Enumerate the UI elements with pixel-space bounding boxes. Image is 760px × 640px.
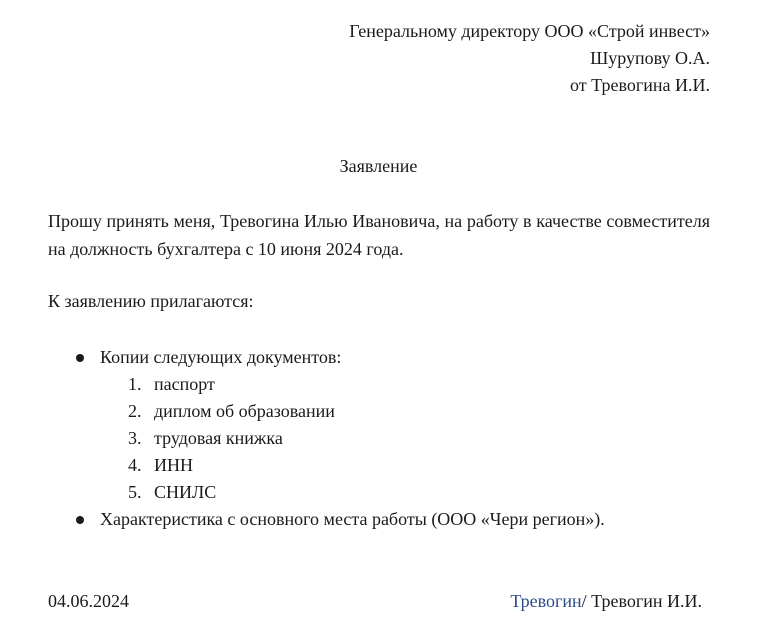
attachments-label: К заявлению прилагаются: xyxy=(48,291,254,311)
document-text: паспорт xyxy=(154,374,215,394)
document-text: диплом об образовании xyxy=(154,401,335,421)
document-text: ИНН xyxy=(154,455,193,475)
document-item xyxy=(48,371,605,398)
list-number: 4. xyxy=(128,455,142,475)
signature-separator: / xyxy=(581,591,592,611)
addressee-block xyxy=(349,18,710,99)
bullet-icon xyxy=(76,354,84,362)
document-title: Заявление xyxy=(339,156,418,176)
document-item xyxy=(48,479,605,506)
addressee-name: Шурупову О.А. xyxy=(590,48,710,68)
attachment-item xyxy=(48,506,605,533)
sender-line: от Тревогина И.И. xyxy=(570,75,710,95)
document-text: СНИЛС xyxy=(154,482,217,502)
signature-name: Тревогин И.И. xyxy=(591,591,702,611)
bullet-icon xyxy=(76,516,84,524)
addressee-line: Генеральному директору ООО «Строй инвест» xyxy=(349,21,710,41)
documents-sublist xyxy=(48,371,605,506)
signature-block xyxy=(510,588,702,614)
document-item xyxy=(48,425,605,452)
document-item xyxy=(48,452,605,479)
list-number: 1. xyxy=(128,374,142,394)
attachment-text: Копии следующих документов: xyxy=(100,347,342,367)
attachments-list xyxy=(48,344,605,533)
document-date: 04.06.2024 xyxy=(48,591,129,611)
document-item xyxy=(48,398,605,425)
list-number: 2. xyxy=(128,401,142,421)
attachment-text: Характеристика с основного места работы (ООО «Чери регион»). xyxy=(100,509,605,529)
handwritten-signature: Тревогин xyxy=(510,591,582,611)
list-number: 5. xyxy=(128,482,142,502)
document-text: трудовая книжка xyxy=(154,428,283,448)
application-body: Прошу принять меня, Тревогина Илью Ивановича, на работу в качестве совместителя на должность бухгалтера с 10 июня 2024 года. xyxy=(48,211,710,259)
list-number: 3. xyxy=(128,428,142,448)
attachment-item xyxy=(48,344,605,506)
